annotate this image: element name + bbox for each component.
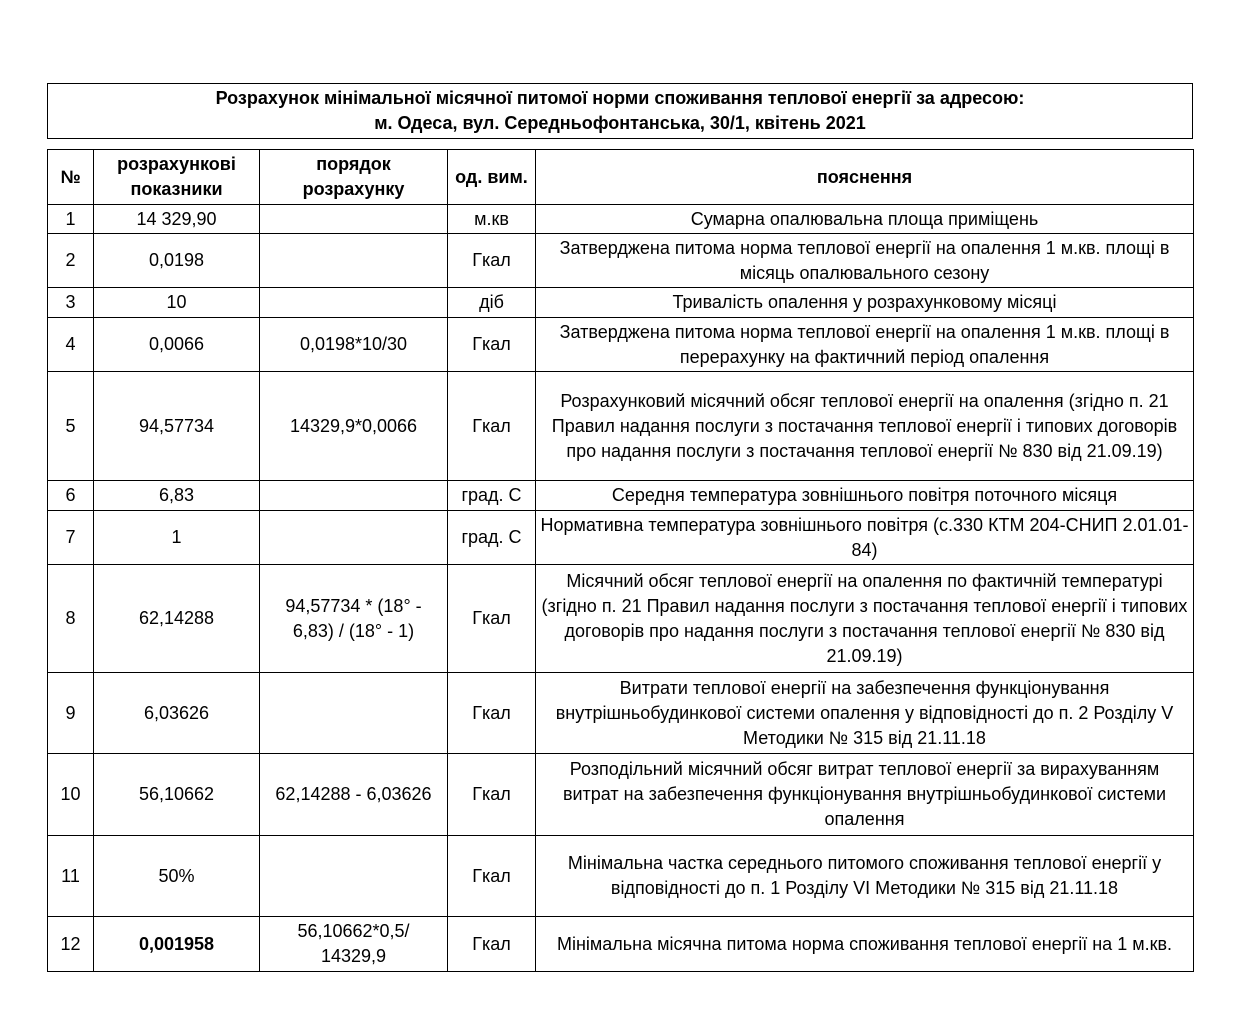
row-unit: град. С bbox=[448, 481, 536, 511]
row-num: 4 bbox=[48, 318, 94, 372]
row-num: 6 bbox=[48, 481, 94, 511]
row-unit: Гкал bbox=[448, 673, 536, 754]
row-unit: діб bbox=[448, 288, 536, 318]
row-value: 94,57734 bbox=[94, 372, 260, 481]
row-explanation: Розрахунковий місячний обсяг теплової енергії на опалення (згідно п. 21 Правил надання послуги з постачання теплової енергії і типових договорів про надання послуги з постачання теплової енергії № 830 від 21.09.19) bbox=[536, 372, 1194, 481]
row-value: 50% bbox=[94, 836, 260, 917]
row-unit: Гкал bbox=[448, 917, 536, 972]
row-num: 10 bbox=[48, 754, 94, 836]
row-unit: Гкал bbox=[448, 754, 536, 836]
row-explanation: Мінімальна частка середнього питомого споживання теплової енергії у відповідності до п. 1 Розділу VI Методики № 315 від 21.11.18 bbox=[536, 836, 1194, 917]
calculation-table bbox=[47, 149, 1194, 972]
row-explanation: Затверджена питома норма теплової енергії на опалення 1 м.кв. площі в перерахунку на фактичний період опалення bbox=[536, 318, 1194, 372]
row-unit: Гкал bbox=[448, 372, 536, 481]
table-row bbox=[48, 754, 1194, 836]
table-row bbox=[48, 372, 1194, 481]
row-formula bbox=[260, 481, 448, 511]
row-explanation: Нормативна температура зовнішнього повітря (с.330 КТМ 204-СНИП 2.01.01-84) bbox=[536, 511, 1194, 565]
row-value: 0,0066 bbox=[94, 318, 260, 372]
table-row bbox=[48, 481, 1194, 511]
row-formula bbox=[260, 511, 448, 565]
row-explanation: Місячний обсяг теплової енергії на опалення по фактичній температурі (згідно п. 21 Правил надання послуги з постачання теплової енергії і типових договорів про надання послуги з постачання теплової енергії № 830 від 21.09.19) bbox=[536, 565, 1194, 673]
table-row bbox=[48, 511, 1194, 565]
row-formula bbox=[260, 234, 448, 288]
row-num: 12 bbox=[48, 917, 94, 972]
table-row bbox=[48, 205, 1194, 234]
row-formula bbox=[260, 288, 448, 318]
row-num: 9 bbox=[48, 673, 94, 754]
row-explanation: Затверджена питома норма теплової енергії на опалення 1 м.кв. площі в місяць опалювального сезону bbox=[536, 234, 1194, 288]
row-value: 14 329,90 bbox=[94, 205, 260, 234]
row-formula: 0,0198*10/30 bbox=[260, 318, 448, 372]
table-row bbox=[48, 565, 1194, 673]
table-row bbox=[48, 917, 1194, 972]
row-num: 8 bbox=[48, 565, 94, 673]
row-formula bbox=[260, 836, 448, 917]
row-unit: Гкал bbox=[448, 565, 536, 673]
header-indicators: розрахункові показники bbox=[94, 150, 260, 205]
row-formula: 62,14288 - 6,03626 bbox=[260, 754, 448, 836]
row-value: 6,83 bbox=[94, 481, 260, 511]
row-explanation: Тривалість опалення у розрахунковому місяці bbox=[536, 288, 1194, 318]
row-unit: Гкал bbox=[448, 234, 536, 288]
row-formula bbox=[260, 205, 448, 234]
row-value: 10 bbox=[94, 288, 260, 318]
header-order: порядок розрахунку bbox=[260, 150, 448, 205]
row-unit: Гкал bbox=[448, 836, 536, 917]
row-num: 11 bbox=[48, 836, 94, 917]
row-explanation: Сумарна опалювальна площа приміщень bbox=[536, 205, 1194, 234]
row-value: 6,03626 bbox=[94, 673, 260, 754]
row-unit: м.кв bbox=[448, 205, 536, 234]
table-row bbox=[48, 234, 1194, 288]
row-explanation: Витрати теплової енергії на забезпечення функціонування внутрішньобудинкової системи опалення у відповідності до п. 2 Розділу V Методики № 315 від 21.11.18 bbox=[536, 673, 1194, 754]
title-line-2: м. Одеса, вул. Середньофонтанська, 30/1, квітень 2021 bbox=[374, 113, 866, 133]
row-num: 7 bbox=[48, 511, 94, 565]
table-row bbox=[48, 673, 1194, 754]
row-num: 5 bbox=[48, 372, 94, 481]
table-row bbox=[48, 318, 1194, 372]
table-header-row bbox=[48, 150, 1194, 205]
row-formula: 94,57734 * (18° - 6,83) / (18° - 1) bbox=[260, 565, 448, 673]
document-title bbox=[47, 83, 1193, 139]
row-value: 1 bbox=[94, 511, 260, 565]
row-formula bbox=[260, 673, 448, 754]
header-num: № bbox=[48, 150, 94, 205]
header-explanation: пояснення bbox=[536, 150, 1194, 205]
row-formula: 56,10662*0,5/ 14329,9 bbox=[260, 917, 448, 972]
row-value-final: 0,001958 bbox=[94, 917, 260, 972]
row-value: 56,10662 bbox=[94, 754, 260, 836]
row-unit: град. С bbox=[448, 511, 536, 565]
row-explanation: Розподільний місячний обсяг витрат теплової енергії за вирахуванням витрат на забезпечення функціонування внутрішньобудинкової системи опалення bbox=[536, 754, 1194, 836]
row-value: 0,0198 bbox=[94, 234, 260, 288]
table-row bbox=[48, 288, 1194, 318]
row-explanation: Середня температура зовнішнього повітря поточного місяця bbox=[536, 481, 1194, 511]
table-row bbox=[48, 836, 1194, 917]
header-unit: од. вим. bbox=[448, 150, 536, 205]
row-num: 1 bbox=[48, 205, 94, 234]
row-formula: 14329,9*0,0066 bbox=[260, 372, 448, 481]
row-explanation: Мінімальна місячна питома норма споживання теплової енергії на 1 м.кв. bbox=[536, 917, 1194, 972]
row-value: 62,14288 bbox=[94, 565, 260, 673]
row-num: 3 bbox=[48, 288, 94, 318]
row-unit: Гкал bbox=[448, 318, 536, 372]
row-num: 2 bbox=[48, 234, 94, 288]
title-line-1: Розрахунок мінімальної місячної питомої норми споживання теплової енергії за адресою: bbox=[215, 88, 1025, 108]
